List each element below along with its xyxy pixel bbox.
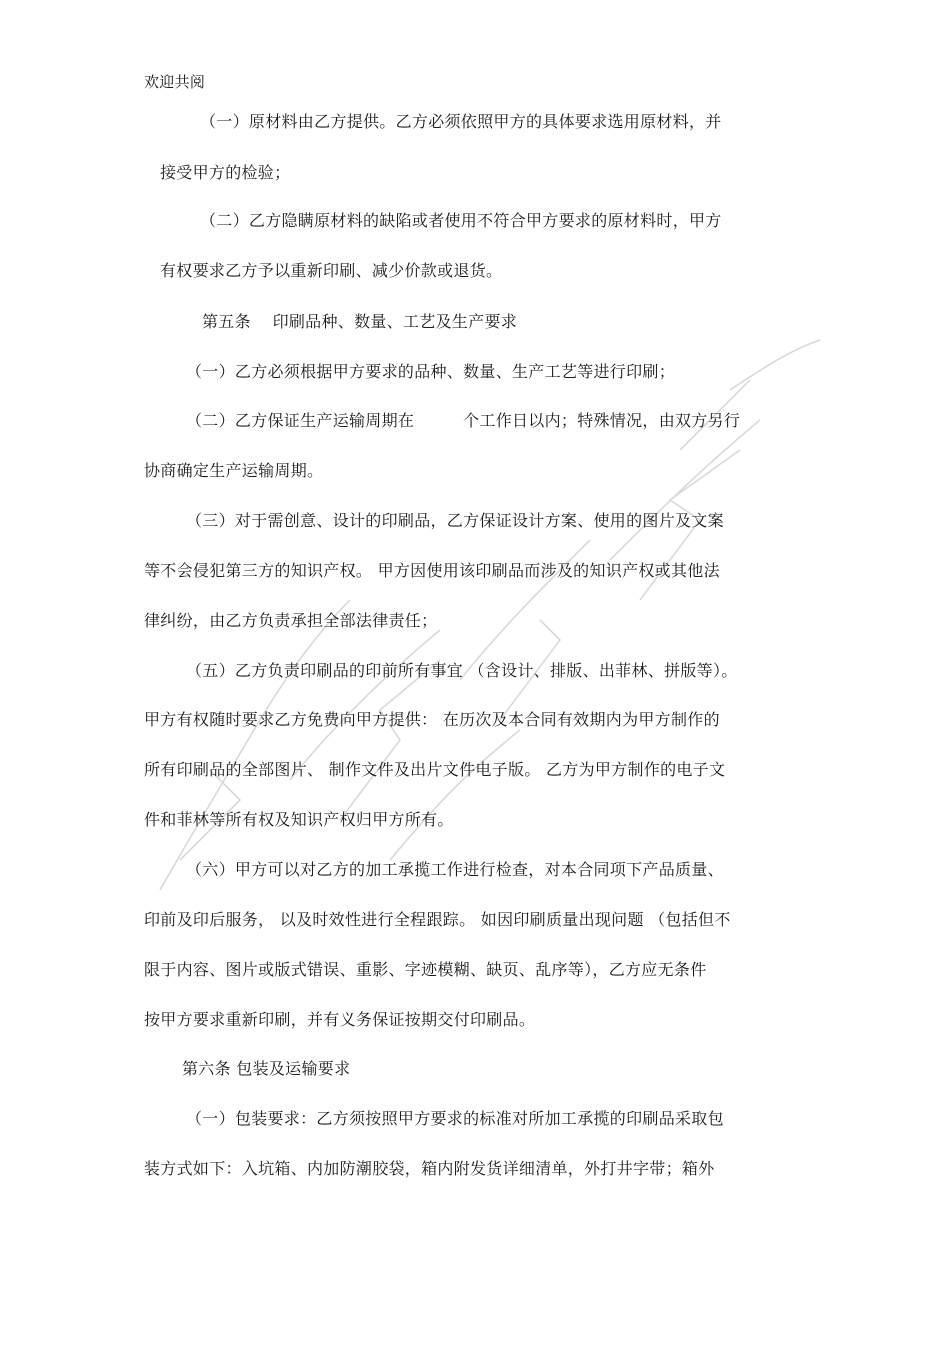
paragraph-line: （一）包装要求：乙方须按照甲方要求的标准对所加工承揽的印刷品采取包: [186, 1109, 724, 1128]
paragraph-line: 装方式如下：入坑箱、内加防潮胶袋，箱内附发货详细清单，外打井字带；箱外: [144, 1159, 715, 1178]
paragraph-line: 接受甲方的检验；: [160, 163, 291, 182]
paragraph-line: （一）乙方必须根据甲方要求的品种、数量、生产工艺等进行印刷；: [186, 362, 676, 381]
paragraph-line: （二）乙方隐瞒原材料的缺陷或者使用不符合甲方要求的原材料时，甲方: [200, 211, 722, 230]
paragraph-line: 印前及印后服务， 以及时效性进行全程跟踪。 如因印刷质量出现问题 （包括但不: [144, 910, 731, 929]
paragraph-line: 甲方有权随时要求乙方免费向甲方提供： 在历次及本合同有效期内为甲方制作的: [144, 710, 720, 729]
paragraph-line: （三）对于需创意、设计的印刷品，乙方保证设计方案、使用的图片及文案: [186, 511, 724, 530]
paragraph-line: （五）乙方负责印刷品的印前所有事宜 （含设计、排版、出菲林、拼版等）。: [186, 661, 738, 680]
paragraph-line: 所有印刷品的全部图片、 制作文件及出片文件电子版。 乙方为甲方制作的电子文: [144, 760, 726, 779]
paragraph-line: 限于内容、图片或版式错误、重影、字迹模糊、缺页、乱序等），乙方应无条件: [144, 960, 707, 979]
paragraph-line: （一）原材料由乙方提供。乙方必须依照甲方的具体要求选用原材料，并: [200, 112, 722, 131]
paragraph-line: 律纠纷，由乙方负责承担全部法律责任；: [144, 611, 438, 630]
paragraph-line: 等不会侵犯第三方的知识产权。 甲方因使用该印刷品而涉及的知识产权或其他法: [144, 561, 720, 580]
page-header: 欢迎共阅: [144, 73, 206, 91]
section-heading: 第六条 包装及运输要求: [182, 1059, 351, 1078]
paragraph-line: 按甲方要求重新印刷，并有义务保证按期交付印刷品。: [144, 1010, 536, 1029]
paragraph-line: （二）乙方保证生产运输周期在 个工作日以内；特殊情况，由双方另行: [186, 411, 741, 430]
paragraph-line: 件和菲林等所有权及知识产权归甲方所有。: [144, 810, 454, 829]
paragraph-line: 协商确定生产运输周期。: [144, 461, 324, 480]
paragraph-line: 有权要求乙方予以重新印刷、减少价款或退货。: [160, 261, 503, 280]
paragraph-line: （六）甲方可以对乙方的加工承揽工作进行检查，对本合同项下产品质量、: [186, 860, 724, 879]
section-heading: 第五条 印刷品种、数量、工艺及生产要求: [202, 312, 518, 331]
